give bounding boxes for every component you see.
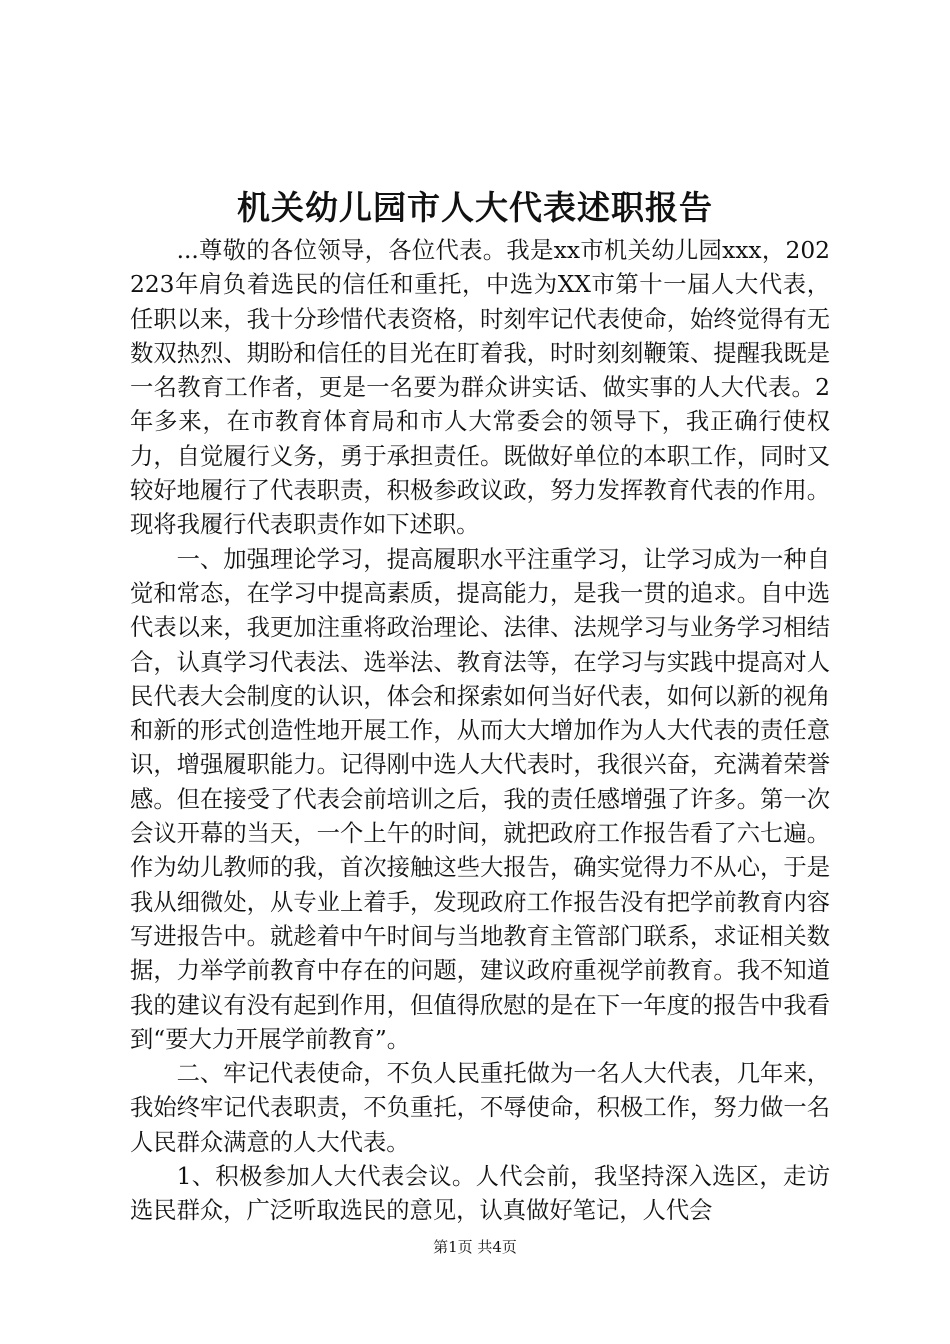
paragraph-item-1: 1、积极参加人大代表会议。人代会前，我坚持深入选区，走访选民群众，广泛听取选民的意见，认真做好笔记，人代会 bbox=[130, 1163, 830, 1225]
document-title: 机关幼儿园市人大代表述职报告 bbox=[237, 188, 713, 227]
paragraph-section-1: 一、加强理论学习，提高履职水平注重学习，让学习成为一种自觉和常态，在学习中提高素质，提高能力，是我一贯的追求。自中选代表以来，我更加注重将政治理论、法律、法规学习与业务学习相结合，认真学习代表法、选举法、教育法等，在学习与实践中提高对人民代表大会制度的认识，体会和探索如何当好代表，如何以新的视角和新的形式创造性地开展工作，从而大大增加作为人大代表的责任意识，增强履职能力。记得刚中选人大代表时，我很兴奋，充满着荣誉感。但在接受了代表会前培训之后，我的责任感增强了许多。第一次会议开幕的当天，一个上午的时间，就把政府工作报告看了六七遍。作为幼儿教师的我，首次接触这些大报告，确实觉得力不从心，于是我从细微处，从专业上着手，发现政府工作报告没有把学前教育内容写进报告中。就趁着中午时间与当地教育主管部门联系，求证相关数据，力举学前教育中存在的问题，建议政府重视学前教育。我不知道我的建议有没有起到作用，但值得欣慰的是在下一年度的报告中我看到“要大力开展学前教育”。 bbox=[130, 545, 830, 1053]
paragraph-intro: ...尊敬的各位领导，各位代表。我是xx市机关幼儿园xxx，202223年肩负着选民的信任和重托，中选为XX市第十一届人大代表，任职以来，我十分珍惜代表资格，时刻牢记代表使命，始终觉得有无数双热烈、期盼和信任的目光在盯着我，时时刻刻鞭策、提醒我既是一名教育工作者，更是一名要为群众讲实话、做实事的人大代表。2年多来，在市教育体育局和市人大常委会的领导下，我正确行使权力，自觉履行义务，勇于承担责任。既做好单位的本职工作，同时又较好地履行了代表职责，积极参政议政，努力发挥教育代表的作用。现将我履行代表职责作如下述职。 bbox=[130, 237, 830, 539]
paragraph-section-2: 二、牢记代表使命，不负人民重托做为一名人大代表，几年来，我始终牢记代表职责，不负重托，不辱使命，积极工作，努力做一名人民群众满意的人大代表。 bbox=[130, 1060, 830, 1156]
document-body bbox=[130, 234, 830, 1229]
page-number-footer: 第1页 共4页 bbox=[433, 1238, 517, 1256]
